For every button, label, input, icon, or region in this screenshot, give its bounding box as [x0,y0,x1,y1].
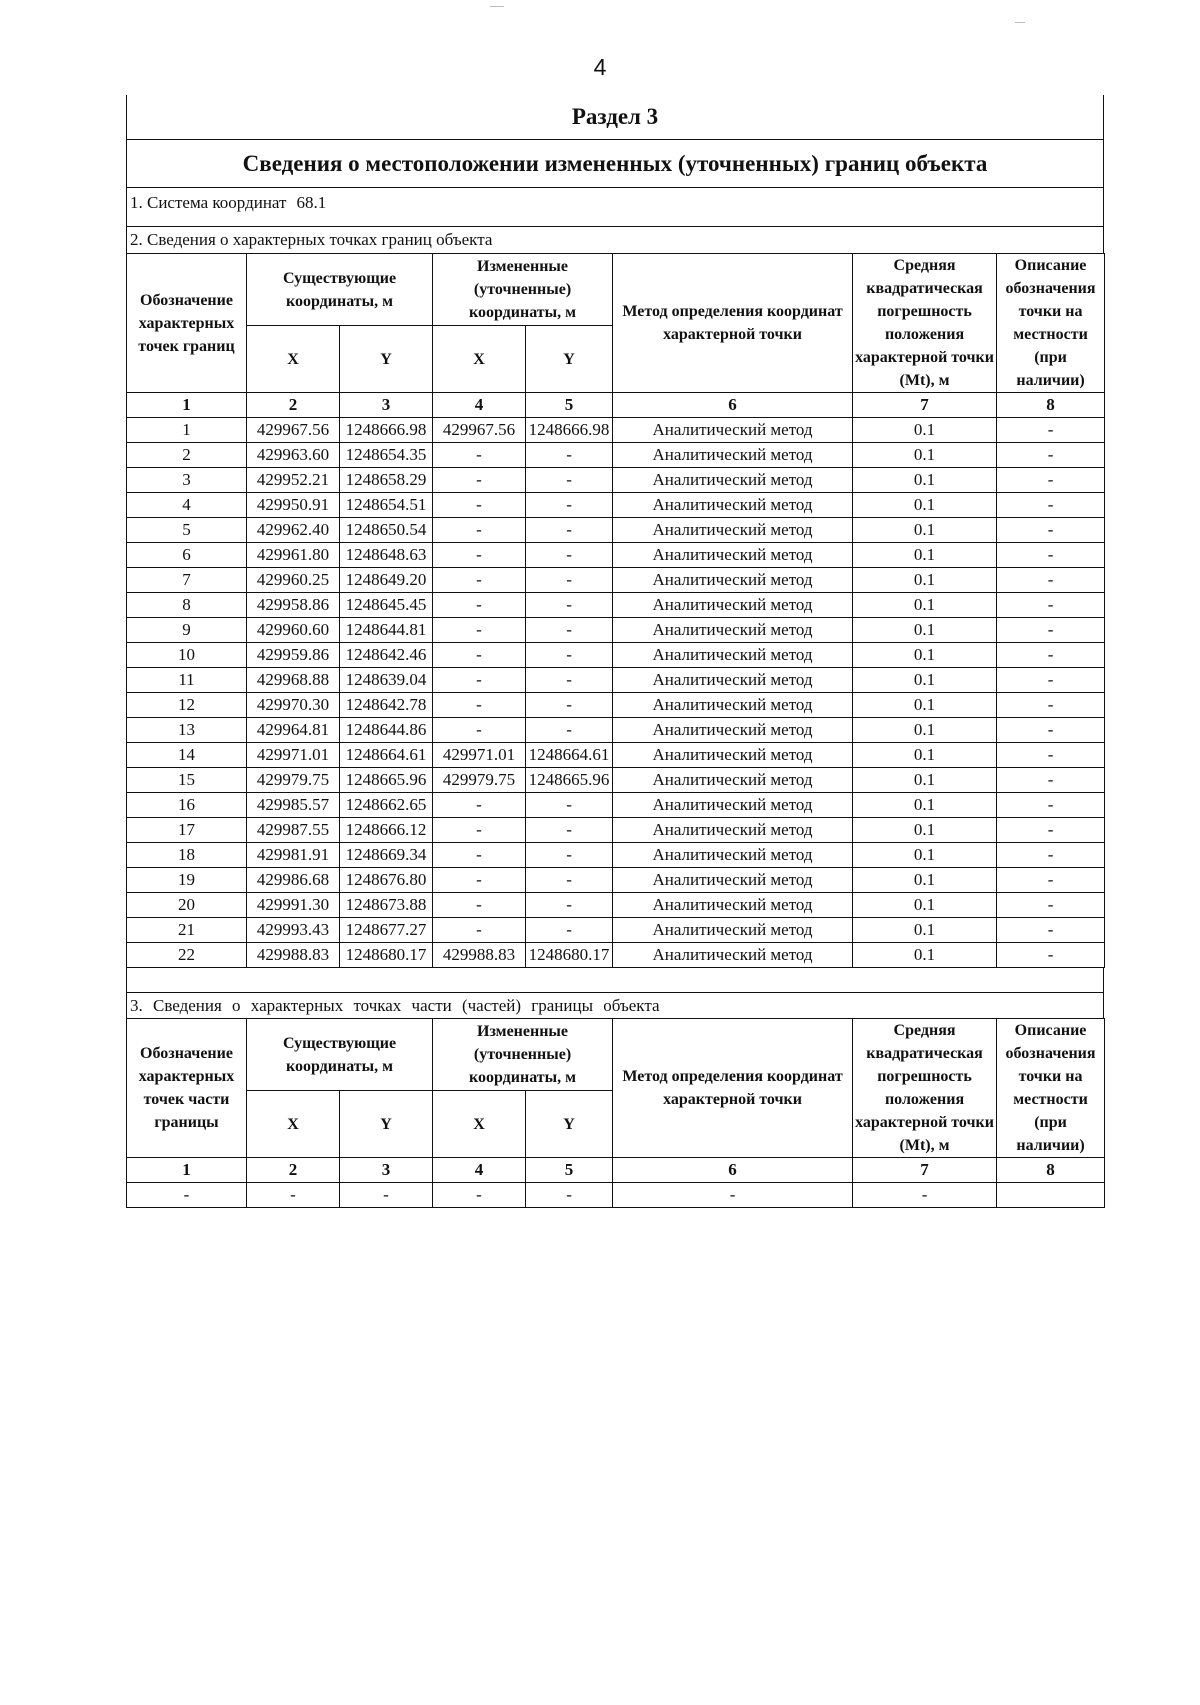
changed-x-cell: 429979.75 [433,768,526,793]
point-id-cell: 2 [127,443,247,468]
method-cell: Аналитический метод [613,443,853,468]
column-number: 8 [997,393,1105,418]
existing-x-cell: 429968.88 [247,668,340,693]
existing-y-cell: 1248666.12 [340,818,433,843]
table-body [127,1183,1105,1208]
existing-x-cell: 429960.60 [247,618,340,643]
changed-y-cell: - [526,593,613,618]
scan-mark [490,6,504,7]
existing-y-cell: 1248642.46 [340,643,433,668]
point-id-cell: 7 [127,568,247,593]
changed-y-cell: - [526,1183,613,1208]
changed-y-cell: - [526,668,613,693]
changed-x-cell: - [433,843,526,868]
column-number: 3 [340,1158,433,1183]
point-id-cell: 1 [127,418,247,443]
changed-x-cell: - [433,693,526,718]
point-id-cell: 11 [127,668,247,693]
changed-y-cell: - [526,868,613,893]
table1-caption: 2. Сведения о характерных точках границ объекта [130,230,493,249]
existing-y-cell: 1248654.51 [340,493,433,518]
method-cell: Аналитический метод [613,593,853,618]
existing-y-cell: 1248677.27 [340,918,433,943]
changed-x-cell: 429971.01 [433,743,526,768]
changed-y-cell: 1248666.98 [526,418,613,443]
accuracy-cell: 0.1 [853,918,997,943]
changed-y-cell: - [526,718,613,743]
existing-x-cell: 429962.40 [247,518,340,543]
header-accuracy: Средняя квадратическая погрешность положения характерной точки (Mt), м [853,254,997,393]
description-cell: - [997,718,1105,743]
changed-x-cell: - [433,718,526,743]
table-row [127,1183,1105,1208]
description-cell: - [997,643,1105,668]
changed-y-cell: - [526,893,613,918]
accuracy-cell: 0.1 [853,768,997,793]
point-id-cell: 10 [127,643,247,668]
accuracy-cell: 0.1 [853,668,997,693]
changed-x-cell: - [433,468,526,493]
accuracy-cell: 0.1 [853,468,997,493]
accuracy-cell: 0.1 [853,518,997,543]
method-cell: Аналитический метод [613,793,853,818]
point-id-cell: 19 [127,868,247,893]
header-method: Метод определения координат характерной точки [613,254,853,393]
changed-x-cell: 429967.56 [433,418,526,443]
frame-header [126,95,1104,253]
accuracy-cell: 0.1 [853,843,997,868]
point-id-cell: 13 [127,718,247,743]
changed-y-cell: - [526,793,613,818]
existing-y-cell: 1248648.63 [340,543,433,568]
existing-x-cell: 429961.80 [247,543,340,568]
changed-x-cell: - [433,543,526,568]
changed-x-cell: - [433,568,526,593]
header-existing-x: X [247,326,340,393]
changed-x-cell: - [433,643,526,668]
changed-y-cell: - [526,493,613,518]
method-cell: Аналитический метод [613,518,853,543]
accuracy-cell: - [853,1183,997,1208]
column-number: 5 [526,393,613,418]
accuracy-cell: 0.1 [853,543,997,568]
header-existing-y: Y [340,1091,433,1158]
header-changed: Измененные (уточненные) координаты, м [433,1019,613,1091]
point-id-cell: 21 [127,918,247,943]
accuracy-cell: 0.1 [853,643,997,668]
accuracy-cell: 0.1 [853,793,997,818]
accuracy-cell: 0.1 [853,418,997,443]
table-row [127,518,1105,543]
changed-x-cell: - [433,818,526,843]
header-existing-y: Y [340,326,433,393]
accuracy-cell: 0.1 [853,943,997,968]
column-number: 4 [433,1158,526,1183]
existing-y-cell: 1248664.61 [340,743,433,768]
table-row [127,668,1105,693]
column-number: 2 [247,393,340,418]
table-row [127,943,1105,968]
changed-x-cell: - [433,918,526,943]
description-cell: - [997,543,1105,568]
changed-y-cell: 1248680.17 [526,943,613,968]
table2-caption: 3. Сведения о характерных точках части (частей) границы объекта [126,993,1104,1018]
table-row [127,718,1105,743]
existing-y-cell: 1248680.17 [340,943,433,968]
existing-x-cell: 429988.83 [247,943,340,968]
existing-y-cell: 1248649.20 [340,568,433,593]
changed-y-cell: 1248665.96 [526,768,613,793]
spacer-row [126,968,1104,993]
existing-y-cell: 1248644.81 [340,618,433,643]
method-cell: Аналитический метод [613,568,853,593]
table-row [127,693,1105,718]
method-cell: Аналитический метод [613,543,853,568]
column-number: 2 [247,1158,340,1183]
table-row [127,568,1105,593]
method-cell: Аналитический метод [613,768,853,793]
point-id-cell: 3 [127,468,247,493]
accuracy-cell: 0.1 [853,568,997,593]
existing-x-cell: 429971.01 [247,743,340,768]
method-cell: Аналитический метод [613,743,853,768]
table-row [127,793,1105,818]
existing-x-cell: 429985.57 [247,793,340,818]
description-cell: - [997,693,1105,718]
table-row [127,443,1105,468]
description-cell: - [997,843,1105,868]
description-cell: - [997,668,1105,693]
column-number: 6 [613,1158,853,1183]
existing-x-cell: 429987.55 [247,818,340,843]
existing-x-cell: 429950.91 [247,493,340,518]
point-id-cell: 22 [127,943,247,968]
coord-system-label: 1. Система координат [130,193,287,212]
changed-y-cell: - [526,468,613,493]
changed-y-cell: - [526,568,613,593]
description-cell [997,1183,1105,1208]
changed-x-cell: - [433,493,526,518]
point-id-cell: 14 [127,743,247,768]
table-row [127,618,1105,643]
existing-x-cell: 429963.60 [247,443,340,468]
point-id-cell: 16 [127,793,247,818]
existing-x-cell: 429958.86 [247,593,340,618]
description-cell: - [997,418,1105,443]
method-cell: Аналитический метод [613,868,853,893]
column-number: 1 [127,393,247,418]
method-cell: Аналитический метод [613,418,853,443]
column-number: 3 [340,393,433,418]
existing-y-cell: 1248666.98 [340,418,433,443]
point-id-cell: 17 [127,818,247,843]
method-cell: Аналитический метод [613,843,853,868]
table-row [127,868,1105,893]
accuracy-cell: 0.1 [853,893,997,918]
description-cell: - [997,568,1105,593]
description-cell: - [997,918,1105,943]
changed-x-cell: - [433,518,526,543]
column-number: 4 [433,393,526,418]
changed-y-cell: - [526,918,613,943]
section-title: Раздел 3 [127,95,1103,140]
existing-x-cell: 429991.30 [247,893,340,918]
existing-x-cell: 429960.25 [247,568,340,593]
column-number: 1 [127,1158,247,1183]
coord-system-row [127,188,1103,227]
description-cell: - [997,893,1105,918]
existing-x-cell: 429964.81 [247,718,340,743]
table-boundary-points [126,253,1105,968]
column-number: 6 [613,393,853,418]
existing-y-cell: 1248676.80 [340,868,433,893]
method-cell: Аналитический метод [613,943,853,968]
existing-y-cell: 1248662.65 [340,793,433,818]
accuracy-cell: 0.1 [853,743,997,768]
description-cell: - [997,443,1105,468]
changed-y-cell: - [526,843,613,868]
existing-y-cell: 1248665.96 [340,768,433,793]
table-row [127,593,1105,618]
changed-x-cell: - [433,443,526,468]
table-row [127,468,1105,493]
changed-x-cell: - [433,1183,526,1208]
coord-system-value: 68.1 [296,193,327,212]
table-row [127,418,1105,443]
accuracy-cell: 0.1 [853,618,997,643]
header-description: Описание обозначения точки на местности (при наличии) [997,254,1105,393]
existing-x-cell: 429952.21 [247,468,340,493]
point-id-cell: 4 [127,493,247,518]
point-id-cell: - [127,1183,247,1208]
existing-x-cell: 429986.68 [247,868,340,893]
changed-x-cell: - [433,668,526,693]
column-number: 5 [526,1158,613,1183]
header-method: Метод определения координат характерной точки [613,1019,853,1158]
existing-y-cell: - [340,1183,433,1208]
description-cell: - [997,768,1105,793]
existing-x-cell: 429979.75 [247,768,340,793]
header-point: Обозначение характерных точек границ [127,254,247,393]
method-cell: Аналитический метод [613,893,853,918]
existing-x-cell: 429993.43 [247,918,340,943]
table-row [127,743,1105,768]
existing-y-cell: 1248658.29 [340,468,433,493]
method-cell: Аналитический метод [613,918,853,943]
header-accuracy: Средняя квадратическая погрешность положения характерной точки (Mt), м [853,1019,997,1158]
header-description: Описание обозначения точки на местности (при наличии) [997,1019,1105,1158]
existing-y-cell: 1248650.54 [340,518,433,543]
changed-y-cell: - [526,618,613,643]
description-cell: - [997,818,1105,843]
existing-x-cell: 429970.30 [247,693,340,718]
table-body [127,418,1105,968]
column-number: 8 [997,1158,1105,1183]
header-changed-x: X [433,326,526,393]
changed-y-cell: - [526,693,613,718]
table-row [127,918,1105,943]
header-changed: Измененные (уточненные) координаты, м [433,254,613,326]
changed-x-cell: - [433,793,526,818]
document-frame [126,95,1104,1208]
header-changed-y: Y [526,1091,613,1158]
existing-x-cell: 429981.91 [247,843,340,868]
method-cell: Аналитический метод [613,468,853,493]
table-row [127,543,1105,568]
point-id-cell: 20 [127,893,247,918]
header-existing: Существующие координаты, м [247,254,433,326]
changed-y-cell: 1248664.61 [526,743,613,768]
point-id-cell: 8 [127,593,247,618]
existing-y-cell: 1248639.04 [340,668,433,693]
table-part-points [126,1018,1105,1208]
description-cell: - [997,618,1105,643]
method-cell: Аналитический метод [613,693,853,718]
header-point: Обозначение характерных точек части границы [127,1019,247,1158]
existing-x-cell: 429959.86 [247,643,340,668]
description-cell: - [997,468,1105,493]
changed-y-cell: - [526,643,613,668]
table-row [127,843,1105,868]
main-title: Сведения о местоположении измененных (уточненных) границ объекта [127,140,1103,188]
column-number-row [127,393,1105,418]
accuracy-cell: 0.1 [853,493,997,518]
header-changed-y: Y [526,326,613,393]
table-row [127,893,1105,918]
description-cell: - [997,793,1105,818]
description-cell: - [997,868,1105,893]
table-row [127,768,1105,793]
changed-x-cell: - [433,868,526,893]
existing-x-cell: - [247,1183,340,1208]
accuracy-cell: 0.1 [853,693,997,718]
point-id-cell: 12 [127,693,247,718]
header-changed-x: X [433,1091,526,1158]
accuracy-cell: 0.1 [853,443,997,468]
changed-x-cell: - [433,593,526,618]
changed-x-cell: - [433,893,526,918]
changed-y-cell: - [526,518,613,543]
description-cell: - [997,493,1105,518]
existing-x-cell: 429967.56 [247,418,340,443]
point-id-cell: 9 [127,618,247,643]
method-cell: Аналитический метод [613,718,853,743]
method-cell: Аналитический метод [613,493,853,518]
point-id-cell: 6 [127,543,247,568]
method-cell: - [613,1183,853,1208]
accuracy-cell: 0.1 [853,868,997,893]
description-cell: - [997,743,1105,768]
column-number: 7 [853,1158,997,1183]
table-row [127,493,1105,518]
existing-y-cell: 1248654.35 [340,443,433,468]
existing-y-cell: 1248642.78 [340,693,433,718]
header-existing: Существующие координаты, м [247,1019,433,1091]
method-cell: Аналитический метод [613,668,853,693]
column-number-row [127,1158,1105,1183]
header-existing-x: X [247,1091,340,1158]
point-id-cell: 15 [127,768,247,793]
accuracy-cell: 0.1 [853,718,997,743]
accuracy-cell: 0.1 [853,818,997,843]
changed-x-cell: 429988.83 [433,943,526,968]
existing-y-cell: 1248673.88 [340,893,433,918]
point-id-cell: 18 [127,843,247,868]
existing-y-cell: 1248644.86 [340,718,433,743]
changed-y-cell: - [526,543,613,568]
table-row [127,643,1105,668]
changed-y-cell: - [526,818,613,843]
point-id-cell: 5 [127,518,247,543]
changed-x-cell: - [433,618,526,643]
method-cell: Аналитический метод [613,818,853,843]
description-cell: - [997,518,1105,543]
method-cell: Аналитический метод [613,618,853,643]
description-cell: - [997,943,1105,968]
scan-mark [1015,22,1025,23]
table-row [127,818,1105,843]
description-cell: - [997,593,1105,618]
column-number: 7 [853,393,997,418]
existing-y-cell: 1248669.34 [340,843,433,868]
changed-y-cell: - [526,443,613,468]
accuracy-cell: 0.1 [853,593,997,618]
existing-y-cell: 1248645.45 [340,593,433,618]
method-cell: Аналитический метод [613,643,853,668]
page-number: 4 [593,54,607,80]
